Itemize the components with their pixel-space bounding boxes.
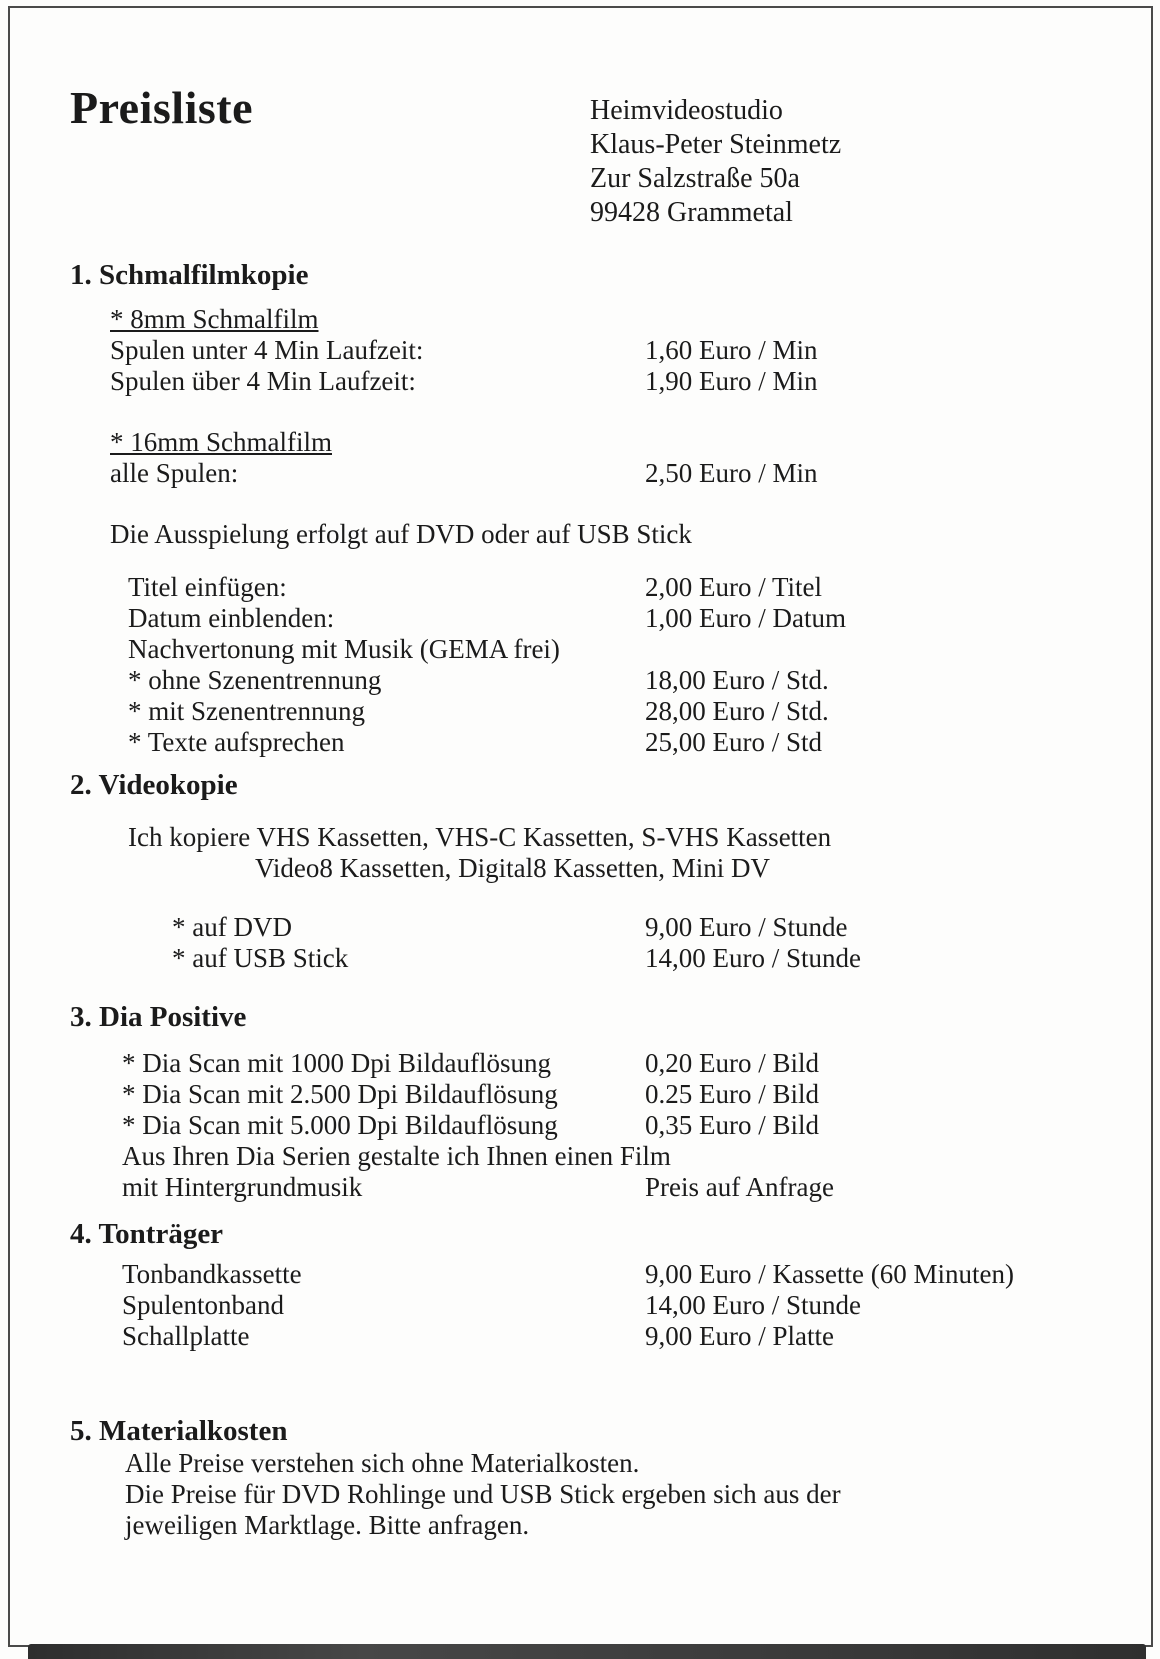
copy-formats-line-1: Ich kopiere VHS Kassetten, VHS-C Kassetten, S-VHS Kassetten [128,822,832,852]
item-label: Spulen über 4 Min Laufzeit: [110,366,416,396]
item-label: * ohne Szenentrennung [128,665,382,695]
price-row [70,603,1100,634]
address-line-company: Heimvideostudio [590,95,783,126]
item-label: Datum einblenden: [128,603,335,633]
price-row [70,696,1100,727]
item-label: Schallplatte [122,1321,250,1351]
subsection-title-16mm: * 16mm Schmalfilm [110,427,332,457]
item-label: Titel einfügen: [128,572,287,602]
material-note-line-2: Die Preise für DVD Rohlinge und USB Stick ergeben sich aus der [125,1479,841,1509]
item-label: alle Spulen: [110,458,239,488]
price-row [70,1110,1100,1141]
item-label: Tonbandkassette [122,1259,302,1289]
price-row [70,727,1100,758]
price-row [70,1259,1100,1290]
output-note: Die Ausspielung erfolgt auf DVD oder auf USB Stick [110,519,692,549]
item-label: Spulentonband [122,1290,284,1320]
price-row [70,665,1100,696]
item-price: 1,60 Euro / Min [645,335,818,365]
item-price: 9,00 Euro / Kassette (60 Minuten) [645,1259,1014,1289]
item-label: mit Hintergrundmusik [122,1172,363,1202]
item-price: 1,00 Euro / Datum [645,603,846,633]
item-label: * auf USB Stick [172,943,349,973]
item-price: 25,00 Euro / Std [645,727,823,757]
item-price: 2,50 Euro / Min [645,458,818,488]
item-price: 0,35 Euro / Bild [645,1110,819,1140]
item-price: 18,00 Euro / Std. [645,665,829,695]
price-row [70,1141,1100,1172]
item-price: 14,00 Euro / Stunde [645,943,861,973]
item-label: Nachvertonung mit Musik (GEMA frei) [128,634,560,664]
price-row [70,572,1100,603]
item-price: 14,00 Euro / Stunde [645,1290,861,1320]
address-line-street: Zur Salzstraße 50a [590,163,800,194]
item-label: * Dia Scan mit 1000 Dpi Bildauflösung [122,1048,551,1078]
address-line-city: 99428 Grammetal [590,197,793,228]
section-tontraeger [70,1217,1100,1352]
price-row [70,335,1100,366]
section-heading: 5. Materialkosten [70,1415,288,1447]
section-heading: 1. Schmalfilmkopie [70,259,309,291]
price-row [70,1172,1100,1203]
item-price: 9,00 Euro / Stunde [645,912,848,942]
item-label: * Dia Scan mit 5.000 Dpi Bildauflösung [122,1110,558,1140]
section-dia-positive [70,1000,1100,1203]
item-price: 0,20 Euro / Bild [645,1048,819,1078]
price-row [70,1321,1100,1352]
section-heading: 2. Videokopie [70,769,238,801]
item-price: 1,90 Euro / Min [645,366,818,396]
item-price: Preis auf Anfrage [645,1172,834,1202]
subsection-title-8mm: * 8mm Schmalfilm [110,304,319,334]
document-header [70,82,1100,232]
section-schmalfilmkopie [70,258,1100,758]
item-label: Aus Ihren Dia Serien gestalte ich Ihnen einen Film [122,1141,671,1171]
section-heading: 3. Dia Positive [70,1001,247,1033]
scan-artifact-strip [28,1644,1146,1659]
material-note-line-1: Alle Preise verstehen sich ohne Materialkosten. [125,1448,640,1478]
copy-formats-line-2: Video8 Kassetten, Digital8 Kassetten, Mini DV [255,853,771,883]
price-row [70,1048,1100,1079]
price-row [70,1290,1100,1321]
price-row [70,634,1100,665]
item-label: Spulen unter 4 Min Laufzeit: [110,335,424,365]
price-row [70,458,1100,489]
item-price: 2,00 Euro / Titel [645,572,823,602]
item-price: 9,00 Euro / Platte [645,1321,834,1351]
section-heading: 4. Tonträger [70,1218,224,1250]
section-materialkosten [70,1414,1100,1541]
item-price: 28,00 Euro / Std. [645,696,829,726]
section-videokopie [70,768,1100,974]
page-title: Preisliste [70,82,253,133]
price-row [70,943,1100,974]
material-note-line-3: jeweiligen Marktlage. Bitte anfragen. [125,1510,530,1540]
price-row [70,1079,1100,1110]
address-line-name: Klaus-Peter Steinmetz [590,129,842,160]
item-price: 0.25 Euro / Bild [645,1079,819,1109]
price-row [70,366,1100,397]
price-row [70,912,1100,943]
item-label: * Texte aufsprechen [128,727,345,757]
item-label: * Dia Scan mit 2.500 Dpi Bildauflösung [122,1079,558,1109]
item-label: * auf DVD [172,912,292,942]
address-block [590,94,841,230]
item-label: * mit Szenentrennung [128,696,365,726]
